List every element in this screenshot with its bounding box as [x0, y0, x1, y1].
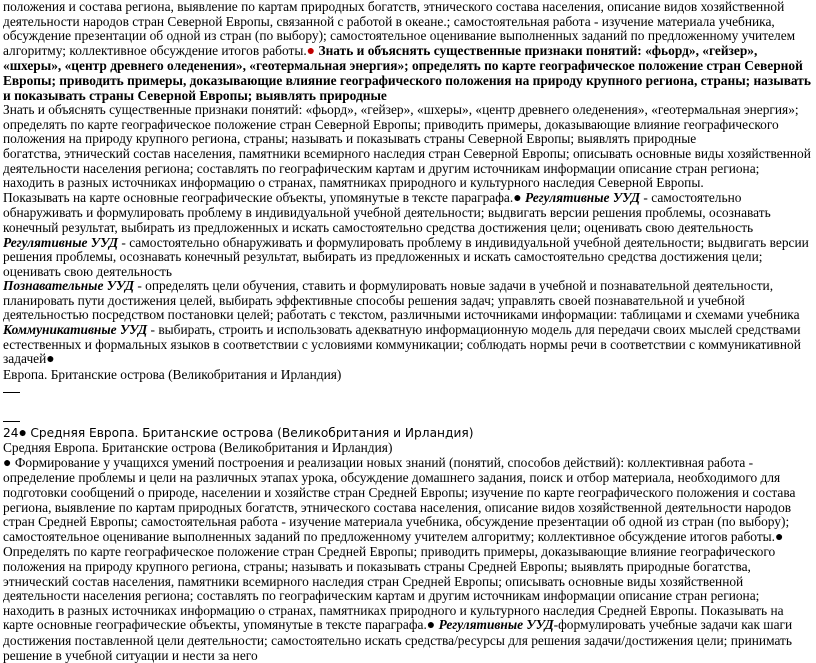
paragraph-activities-north: положения и состава региона, выявление по картам природных богатств, этнического состава населения, описание видов хозяйственной деятельности народов стран Северной Европы, связанной с работой в океане.; самостоятельная работа - изучение материала учебника, обсуждение презентации об одной из стран (по выбору); самостоятельное оценивание выполненных заданий по предложенному учителем алгоритму; коллективное обсуждение итогов работы.● Знать и объяснять существенные признаки понятий: «фьорд», «гейзер», «шхеры», «центр древнего оледенения», «геотермальная энергия»; определять по карте географическое положение стран Северной Европы; приводить примеры, доказывающие влияние географического положения на природу крупного региона, страны; называть и показывать страны Северной Европы; выявлять природные	[3, 0, 811, 103]
label-regulatory: Регулятивные УУД	[3, 234, 119, 250]
paragraph-lesson-subtitle: Средняя Европа. Британские острова (Великобритания и Ирландия)	[3, 440, 393, 456]
paragraph-regulatory: Регулятивные УУД - самостоятельно обнаруживать и формулировать проблему в индивидуальной учебной деятельности; выдвигать версии решения проблемы, осознавать конечный результат, выбирать из предложенных и искать самостоятельно средства достижения цели; оценивать свою деятельность	[3, 234, 809, 279]
bullet-icon: ●	[426, 618, 436, 634]
paragraph-resources-north: богатства, этнический состав населения, памятники всемирного наследия стран Северной Европы; описывать основные виды хозяйственной деятельности населения региона; составлять по географическим картам и другим источникам информации описание стран региона; находить в разных источниках информацию о странах, памятниках природного и культурного наследия Северной Европы.	[3, 145, 811, 191]
label-regulatory: Регулятивные УУД	[438, 617, 554, 633]
bullet-icon: ●	[513, 190, 522, 206]
lesson-title: Средняя Европа. Британские острова (Великобритания и Ирландия)	[30, 425, 474, 440]
label-cognitive: Познавательные УУД	[3, 278, 134, 294]
bullet-icon: ●	[775, 529, 784, 545]
label-regulatory: Регулятивные УУД	[525, 189, 641, 205]
bullet-icon: ●	[46, 352, 55, 368]
paragraph-activities-central: ● Формирование у учащихся умений построения и реализации новых знаний (понятий, способов действий): коллективная работа - определение проблемы и цели на различных этапах урока, обсуждение домашнего задания, поиск и отбор материала, необходимого для подготовки сообщений о природе, населении и хозяйстве стран Средней Европы; изучение по карте географического положения и состава региона, выявление по картам природных богатств, этнического состава населения, описание видов хозяйственной деятельности народов стран Средней Европы; самостоятельная работа - изучение материала учебника, обсуждение презентации об одной из стран (по выбору); самостоятельное оценивание выполненных заданий по предложенному учителем алгоритму; коллективное обсуждение итогов работы.● Определять по карте географическое положение стран Средней Европы; приводить примеры, доказывающие влияние географического положения на природу крупного региона, страны; называть и показывать страны Средней Европы; выявлять природные богатства, этнический состав населения, памятники всемирного наследия стран Средней Европы; описывать основные виды хозяйственной деятельности населения региона; составлять по географическим картам и другим источникам информации описание стран региона; находить в разных источниках информацию о странах, памятниках природного и культурного наследия Средней Европы. Показывать на карте основные географические объекты, упомянутые в тексте параграфа.● Регулятивные УУД-формулировать учебные задачи как шаги достижения поставленной цели деятельности; самостоятельно искать средства/ресурсы для решения задачи/достижения цели; принимать решение в учебной ситуации и нести за него	[3, 454, 796, 663]
bullet-icon: ●	[3, 455, 12, 471]
paragraph-lesson-number	[3, 411, 813, 441]
bullet-icon: ●	[306, 43, 316, 59]
lesson-number: 24	[3, 425, 19, 440]
paragraph-topic-title: Европа. Британские острова (Великобритания и Ирландия)	[3, 366, 342, 382]
rule-line	[3, 392, 20, 393]
horizontal-rule	[3, 382, 813, 397]
label-communicative: Коммуникативные УУД	[3, 322, 148, 338]
paragraph-map-objects: Показывать на карте основные географические объекты, упомянутые в тексте параграфа.● Регулятивные УУД - самостоятельно обнаруживать и формулировать проблему в индивидуальной учебной деятельности; выдвигать версии решения проблемы, осознавать конечный результат, выбирать из предложенных и искать самостоятельно средства достижения цели; оценивать свою деятельность	[3, 189, 771, 235]
paragraph-communicative: Коммуникативные УУД - выбирать, строить и использовать адекватную информационную модель для передачи своих мыслей средствами естественных и формальных языков в соответствии с условиями коммуникации; соблюдать нормы речи в соответствии с коммуникативной задачей●	[3, 322, 801, 368]
bullet-icon: ●	[18, 425, 27, 441]
rule-line	[3, 421, 20, 422]
paragraph-concepts-north-inline: Знать и объяснять существенные признаки понятий: «фьорд», «гейзер», «шхеры», «центр древнего оледенения», «геотермальная энергия»; определять по карте географическое положение стран Северной Европы; приводить примеры, доказывающие влияние географического положения на природу крупного региона, страны; называть и показывать страны Северной Европы; выявлять природные	[3, 42, 811, 103]
paragraph-concepts-north: Знать и объяснять существенные признаки понятий: «фьорд», «гейзер», «шхеры», «центр древнего оледенения», «геотермальная энергия»; определять по карте географическое положение стран Северной Европы; приводить примеры, доказывающие влияние географического положения на природу крупного региона, страны; называть и показывать страны Северной Европы; выявлять природные	[3, 102, 799, 147]
paragraph-cognitive: Познавательные УУД - определять цели обучения, ставить и формулировать новые задачи в учебной и познавательной деятельности, планировать пути достижения целей, выбирать эффективные способы решения задач; управлять своей познавательной и учебной деятельностью посредством постановки целей; работать с текстом, различными источниками информации: таблицами и схемами учебника	[3, 278, 800, 323]
